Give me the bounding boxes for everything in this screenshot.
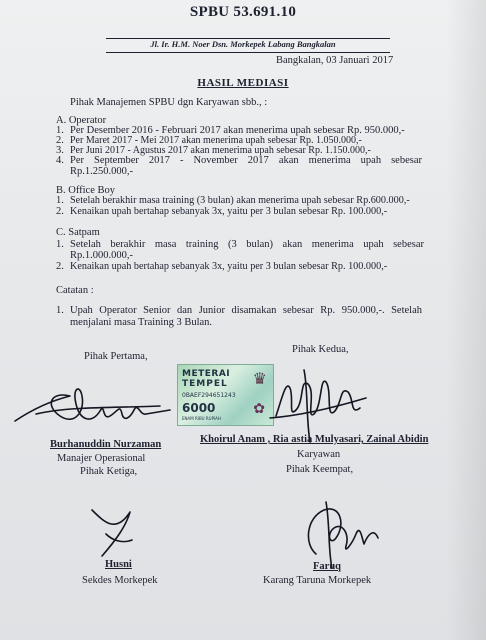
section-c-item-text: Setelah berakhir masa training (3 bulan) akan menerima upah sebesar	[70, 239, 424, 250]
section-c-item-num: 2.	[56, 261, 64, 272]
signature-first-party	[10, 366, 200, 436]
first-party-role: Manajer Operasional	[57, 453, 146, 464]
stamp-code: 0BAEF294651243	[182, 392, 236, 399]
section-a-item-num: 4.	[56, 155, 64, 166]
header-address: Jl. Ir. H.M. Noer Dsn. Morkepek Labang Bangkalan	[150, 39, 336, 49]
signature-fourth-party	[296, 494, 396, 574]
intro-text: Pihak Manajemen SPBU dgn Karyawan sbb., :	[70, 97, 268, 108]
first-party-label: Pihak Pertama,	[84, 351, 148, 362]
third-party-name: Husni	[105, 559, 132, 570]
third-party-role: Sekdes Morkepek	[82, 575, 158, 586]
second-party-name: Khoirul Anam , Ria astia Mulyasari, Zainal Abidin	[200, 434, 429, 445]
section-b-item-text: Setelah berakhir masa training (3 bulan) akan menerima upah sebesar Rp.600.000,-	[70, 195, 410, 206]
third-party-label: Pihak Ketiga,	[80, 466, 138, 477]
second-party-label: Pihak Kedua,	[292, 344, 349, 355]
stamp-line1: METERAI	[182, 369, 231, 379]
notes-item-cont: menjalani masa Training 3 Bulan.	[70, 317, 213, 328]
fourth-party-role: Karang Taruna Morkepek	[263, 575, 372, 586]
section-c-item-text: Kenaikan upah bertahap sebanyak 3x, yaitu per 3 bulan sebesar Rp. 100.000,-	[70, 261, 388, 272]
second-party-role: Karyawan	[297, 449, 341, 460]
section-a-item-text: Per Juni 2017 - Agustus 2017 akan menerima upah sebesar Rp. 1.150.000,-	[70, 145, 371, 156]
header-title: SPBU 53.691.10	[189, 4, 297, 20]
page-shadow	[446, 0, 486, 640]
first-party-name: Burhanuddin Nurzaman	[50, 439, 162, 450]
section-c-item-cont: Rp.1.000.000,-	[70, 250, 133, 261]
fourth-party-label: Pihak Keempat,	[286, 464, 354, 475]
section-a-item-num: 3.	[56, 145, 64, 156]
section-c-heading: C. Satpam	[56, 227, 100, 238]
section-b-item-num: 1.	[56, 195, 64, 206]
document-title: HASIL MEDIASI	[197, 77, 289, 89]
section-b-item-text: Kenaikan upah bertahap sebanyak 3x, yaitu per 3 bulan sebesar Rp. 100.000,-	[70, 206, 388, 217]
notes-item-text: Upah Operator Senior dan Junior disamakan sebesar Rp. 950.000,-. Setelah	[70, 305, 422, 316]
section-c-item-num: 1.	[56, 239, 64, 250]
stamp-small-text: ENAM RIBU RUPIAH	[182, 416, 221, 421]
header-rule-bottom	[106, 52, 390, 53]
stamp-value: 6000	[182, 401, 216, 415]
section-a-item-text: Per Desember 2016 - Februari 2017 akan menerima upah sebesar Rp. 950.000,-	[70, 125, 405, 136]
section-a-item-text: Per September 2017 - November 2017 akan menerima upah sebesar	[70, 155, 422, 166]
section-b-item-num: 2.	[56, 206, 64, 217]
fourth-party-name: Faruq	[313, 561, 342, 572]
notes-heading: Catatan :	[56, 285, 94, 296]
stamp-ornament-icon: ✿	[253, 402, 265, 417]
section-a-item-text: Per Maret 2017 - Mei 2017 akan menerima upah sebesar Rp. 1.050.000,-	[70, 135, 362, 146]
garuda-emblem-icon: ♛	[252, 371, 267, 388]
section-a-heading: A. Operator	[56, 115, 107, 126]
place-date: Bangkalan, 03 Januari 2017	[276, 55, 394, 66]
notes-item-num: 1.	[56, 305, 64, 316]
section-a-item-num: 2.	[56, 135, 64, 146]
section-a-item-num: 1.	[56, 125, 64, 136]
section-a-item-cont: Rp.1.250.000,-	[70, 166, 133, 177]
section-b-heading: B. Office Boy	[56, 185, 116, 196]
signature-third-party	[82, 500, 152, 562]
stamp-line2: TEMPEL	[182, 379, 228, 389]
